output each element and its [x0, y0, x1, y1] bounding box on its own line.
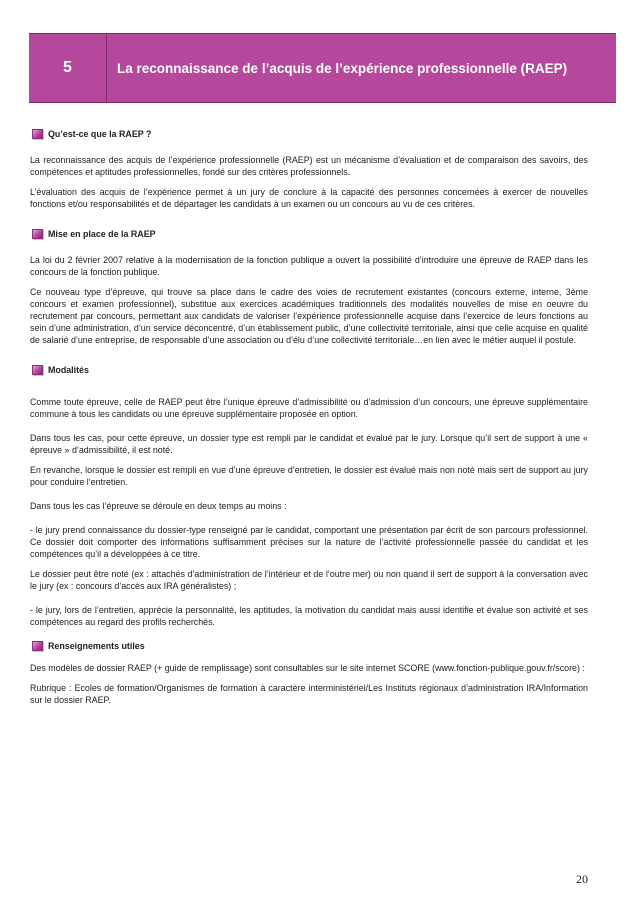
paragraph: La reconnaissance des acquis de l’expérience professionnelle (RAEP) est un mécanisme d’évaluation et de comparaison des savoirs, des compétences et aptitudes professionnelles, fondé sur des critères professionnels.: [30, 155, 588, 177]
paragraph: Rubrique : Ecoles de formation/Organismes de formation à caractère interministériel/Les Instituts régionaux d’administration IRA/Information sur le dossier RAEP.: [30, 683, 588, 705]
paragraph: Comme toute épreuve, celle de RAEP peut être l’unique épreuve d’admissibilité ou d’admission d’un concours, une épreuve supplémentaire commune à tous les candidats ou une épreuve supplémentaire proposée en option.: [30, 397, 588, 419]
paragraph: L’évaluation des acquis de l’expérience permet à un jury de conclure à la capacité des personnes concernées à exercer de nouvelles fonctions et/ou responsabilités et de départager les candidats à un examen ou un concours au vu de ces critères.: [30, 187, 588, 209]
section-number: 5: [29, 34, 107, 102]
heading-text: Modalités: [48, 365, 89, 375]
heading-text: Renseignements utiles: [48, 641, 145, 651]
paragraph: - le jury, lors de l’entretien, apprécie la personnalité, les aptitudes, la motivation du candidat mais aussi identifie et évalue son activité et ses compétences au regard des profils recherchés.: [30, 605, 588, 627]
heading-text: Mise en place de la RAEP: [48, 229, 156, 239]
document-body: [30, 128, 588, 714]
page-number: 20: [576, 872, 588, 886]
heading-setup-raep: [30, 228, 588, 240]
paragraph: Dans tous les cas l’épreuve se déroule en deux temps au moins :: [30, 501, 287, 511]
heading-useful-info: [30, 640, 588, 652]
paragraph: - le jury prend connaissance du dossier-type renseigné par le candidat, comportant une présentation par écrit de son parcours professionnel. Ce dossier doit comporter des informations suffisamment précises sur la nature de l’activité professionnelle passée du candidat et les compétences qu’il a développées à ce titre.: [30, 525, 588, 559]
paragraph: Dans tous les cas, pour cette épreuve, un dossier type est rempli par le candidat et évalué par le jury. Lorsque qu’il sert de support à une « épreuve » d’admissibilité, il est noté.: [30, 433, 588, 455]
paragraph: Ce nouveau type d’épreuve, qui trouve sa place dans le cadre des voies de recrutement existantes (concours externe, interne, 3ème concours et examen professionnel), substitue aux exercices académiques traditionnels des modalités nouvelles de mise en oeuvre du recrutement par concours, permettant aux candidats de valoriser l’expérience professionnelle acquise dans l’exercice de leurs fonctions au sein d’une administration, d’un service déconcentré, d’un établissement public, d’une collectivité territoriale, ainsi que celle acquise en qualité de salarié d’une entreprise, de responsable d’une association ou d’élu d’une collectivité territoriale…en lien avec le métier auquel il postule.: [30, 287, 588, 345]
heading-modalities: [30, 364, 588, 376]
bullet-icon: [32, 641, 43, 651]
bullet-icon: [32, 365, 43, 375]
section-banner: [29, 33, 616, 103]
paragraph: Le dossier peut être noté (ex : attachés d’administration de l’intérieur et de l’outre mer) ou non quand il sert de support à la conversation avec le jury (ex : concours d’accès aux IRA généralistes) ;: [30, 569, 588, 591]
paragraph: La loi du 2 février 2007 relative à la modernisation de la fonction publique a ouvert la possibilité d’introduire une épreuve de RAEP dans les concours de la fonction publique.: [30, 255, 588, 277]
bullet-icon: [32, 229, 43, 239]
paragraph: En revanche, lorsque le dossier est rempli en vue d’une épreuve d’entretien, le dossier est évalué mais non noté mais sert de support au jury pour conduire l’entretien.: [30, 465, 588, 487]
section-title: La reconnaissance de l’acquis de l’expérience professionnelle (RAEP): [117, 60, 568, 76]
heading-what-is-raep: [30, 128, 588, 140]
bullet-icon: [32, 129, 43, 139]
paragraph: Des modèles de dossier RAEP (+ guide de remplissage) sont consultables sur le site internet SCORE (www.fonction-publique.gouv.fr/score) :: [30, 663, 585, 673]
heading-text: Qu’est-ce que la RAEP ?: [48, 129, 152, 139]
